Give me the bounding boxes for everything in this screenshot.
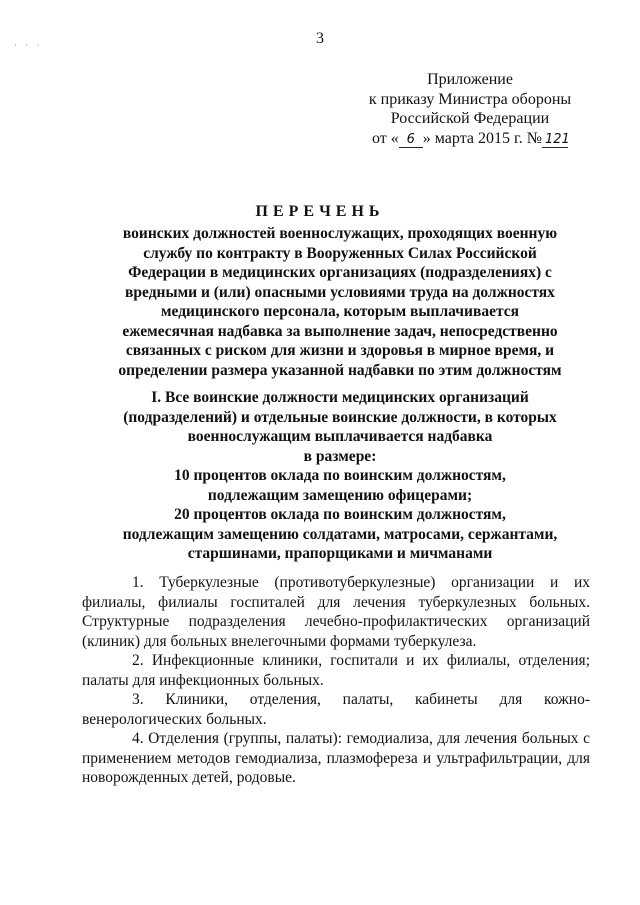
paragraph-4: 4. Отделения (группы, палаты): гемодиализа, для лечения больных с применением методов гемодиализа, плазмофереза и ультрафильтрации, для новорожденных детей, родовые. xyxy=(82,730,590,786)
paragraph-2: 2. Инфекционные клиники, госпитали и их филиалы, отделения; палаты для инфекционных больных. xyxy=(82,652,590,689)
annex-date-prefix: от « xyxy=(372,129,399,147)
subtitle-line: ежемесячная надбавка за выполнение задач, непосредственно xyxy=(122,322,558,340)
subtitle-line: медицинского персонала, которым выплачивается xyxy=(160,303,520,320)
paragraph-3: 3. Клиники, отделения, палаты, кабинеты для кожно-венерологических больных. xyxy=(82,691,590,728)
subtitle-line: связанных с риском для жизни и здоровья в мирное время, и xyxy=(125,342,555,359)
section-line: подлежащим замещению солдатами, матросами, сержантами, xyxy=(122,525,558,543)
body-text xyxy=(82,573,590,788)
section-line: в размере: xyxy=(303,447,377,465)
annex-block xyxy=(330,70,610,148)
scan-artifact: · · · xyxy=(14,40,43,50)
annex-date-day: 6 xyxy=(399,133,423,148)
annex-date-line xyxy=(330,129,610,149)
annex-line-3: Российской Федерации xyxy=(390,110,550,127)
subtitle-line: Федерации в медицинских организациях (подразделениях) с xyxy=(128,264,552,281)
annex-order-number: 121 xyxy=(542,133,568,148)
subtitle-line: вредными и (или) опасными условиями труда на должностях xyxy=(125,283,555,301)
section-line: старшинами, прапорщиками и мичманами xyxy=(187,545,493,562)
annex-date-mid: » марта 2015 г. № xyxy=(422,129,542,147)
subtitle-line: воинских должностей военнослужащих, проходящих военную xyxy=(122,225,558,242)
document-title: ПЕРЕЧЕНЬ xyxy=(255,203,385,220)
section-line: 20 процентов оклада по воинским должностям, xyxy=(174,506,506,523)
section-line: 10 процентов оклада по воинским должностям, xyxy=(174,467,506,484)
section-line: военнослужащим выплачивается надбавка xyxy=(187,428,493,445)
section-line: подлежащим замещению офицерами; xyxy=(207,486,473,504)
section-line: I. Все воинские должности медицинских организаций xyxy=(151,389,529,406)
annex-line-1: Приложение xyxy=(427,71,513,88)
paragraph-1: 1. Туберкулезные (противотуберкулезные) организации и их филиалы, филиалы госпиталей для лечения туберкулезных больных. Структурные подразделения лечебно-профилактических организаций (клиник) для больных внелегочными формами туберкулеза. xyxy=(82,574,590,650)
subtitle-line: определении размера указанной надбавки по этим должностям xyxy=(118,361,562,379)
section-line: (подразделений) и отдельные воинские должности, в которых xyxy=(123,408,557,426)
section-heading xyxy=(80,388,600,564)
subtitle-line: службу по контракту в Вооруженных Силах Российской xyxy=(143,244,537,262)
annex-line-2: к приказу Министра обороны xyxy=(368,90,572,108)
page-number: 3 xyxy=(316,30,324,47)
document-subtitle xyxy=(80,224,600,380)
